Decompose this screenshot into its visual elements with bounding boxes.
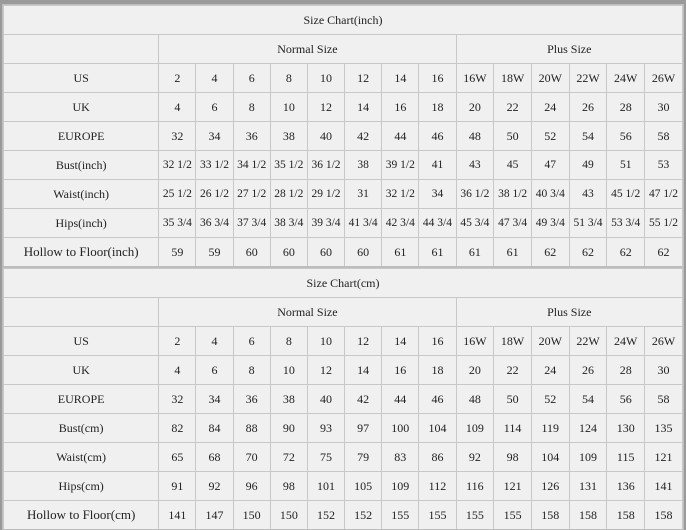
cell: 24W [607, 64, 645, 93]
cell: 38 [345, 151, 382, 180]
cell: 51 3/4 [569, 209, 607, 238]
cell: 150 [270, 501, 307, 530]
cell: 59 [159, 238, 196, 267]
cell: 105 [345, 472, 382, 501]
cell: 44 [382, 385, 419, 414]
cell: 16 [419, 327, 456, 356]
cell: 131 [569, 472, 607, 501]
cell: 12 [307, 93, 344, 122]
table-row [4, 238, 683, 267]
cell: 52 [531, 122, 569, 151]
cell: 45 1/2 [607, 180, 645, 209]
cell: 12 [307, 356, 344, 385]
cell: 86 [419, 443, 456, 472]
cell: 60 [270, 238, 307, 267]
cell: 14 [345, 356, 382, 385]
size-table-inch [3, 5, 683, 266]
cell: 36 1/2 [456, 180, 494, 209]
cell: 22W [569, 327, 607, 356]
row-label-uk: UK [4, 356, 159, 385]
cell: 14 [382, 327, 419, 356]
cell: 36 3/4 [196, 209, 233, 238]
cell: 35 1/2 [270, 151, 307, 180]
cell: 126 [531, 472, 569, 501]
cell: 24 [531, 356, 569, 385]
cell: 51 [607, 151, 645, 180]
cell: 30 [645, 356, 683, 385]
cell: 33 1/2 [196, 151, 233, 180]
cell: 42 [345, 385, 382, 414]
cell: 6 [233, 327, 270, 356]
row-label-bust: Bust(cm) [4, 414, 159, 443]
cell: 37 3/4 [233, 209, 270, 238]
cell: 10 [270, 93, 307, 122]
table-row [4, 93, 683, 122]
table-row [4, 385, 683, 414]
cell: 16 [382, 93, 419, 122]
cell: 26W [645, 327, 683, 356]
cell: 2 [159, 64, 196, 93]
cell: 124 [569, 414, 607, 443]
cell: 28 [607, 356, 645, 385]
corner-cell [4, 35, 159, 64]
group-header-normal: Normal Size [159, 35, 456, 64]
cell: 39 1/2 [382, 151, 419, 180]
cell: 16 [419, 64, 456, 93]
cell: 152 [307, 501, 344, 530]
cell: 25 1/2 [159, 180, 196, 209]
cell: 47 3/4 [494, 209, 532, 238]
cell: 48 [456, 122, 494, 151]
cell: 12 [345, 64, 382, 93]
cell: 47 [531, 151, 569, 180]
cell: 45 [494, 151, 532, 180]
cell: 20W [531, 327, 569, 356]
row-label-bust: Bust(inch) [4, 151, 159, 180]
row-label-waist: Waist(inch) [4, 180, 159, 209]
cell: 115 [607, 443, 645, 472]
group-header-plus: Plus Size [456, 35, 682, 64]
table-row [4, 414, 683, 443]
cell: 141 [645, 472, 683, 501]
group-header-plus: Plus Size [456, 298, 682, 327]
cell: 109 [456, 414, 494, 443]
cell: 34 [196, 122, 233, 151]
cell: 34 1/2 [233, 151, 270, 180]
cell: 8 [270, 64, 307, 93]
cell: 18W [494, 64, 532, 93]
cell: 22 [494, 356, 532, 385]
cell: 42 3/4 [382, 209, 419, 238]
cell: 10 [270, 356, 307, 385]
cell: 150 [233, 501, 270, 530]
cell: 38 1/2 [494, 180, 532, 209]
cell: 27 1/2 [233, 180, 270, 209]
cell: 104 [419, 414, 456, 443]
cell: 24 [531, 93, 569, 122]
cell: 65 [159, 443, 196, 472]
table-row [4, 151, 683, 180]
row-label-europe: EUROPE [4, 122, 159, 151]
cell: 155 [456, 501, 494, 530]
cell: 36 1/2 [307, 151, 344, 180]
row-label-hips: Hips(inch) [4, 209, 159, 238]
cell: 141 [159, 501, 196, 530]
cell: 47 1/2 [645, 180, 683, 209]
cell: 10 [307, 327, 344, 356]
size-table-cm [3, 268, 683, 529]
cell: 56 [607, 122, 645, 151]
cell: 28 [607, 93, 645, 122]
cell: 20 [456, 93, 494, 122]
cell: 54 [569, 385, 607, 414]
cell: 121 [645, 443, 683, 472]
group-header-normal: Normal Size [159, 298, 456, 327]
cell: 62 [607, 238, 645, 267]
cell: 98 [270, 472, 307, 501]
cell: 61 [382, 238, 419, 267]
cell: 79 [345, 443, 382, 472]
cell: 155 [494, 501, 532, 530]
cell: 22 [494, 93, 532, 122]
cell: 136 [607, 472, 645, 501]
cell: 61 [419, 238, 456, 267]
cell: 147 [196, 501, 233, 530]
cell: 56 [607, 385, 645, 414]
cell: 16W [456, 64, 494, 93]
cell: 55 1/2 [645, 209, 683, 238]
cell: 46 [419, 385, 456, 414]
cell: 50 [494, 122, 532, 151]
cell: 158 [531, 501, 569, 530]
cell: 32 1/2 [382, 180, 419, 209]
cell: 46 [419, 122, 456, 151]
cell: 130 [607, 414, 645, 443]
cell: 2 [159, 327, 196, 356]
cell: 61 [456, 238, 494, 267]
cell: 82 [159, 414, 196, 443]
cell: 48 [456, 385, 494, 414]
cell: 4 [196, 64, 233, 93]
cell: 53 [645, 151, 683, 180]
row-label-hollow-to-floor: Hollow to Floor(inch) [4, 238, 159, 267]
cell: 90 [270, 414, 307, 443]
cell: 60 [233, 238, 270, 267]
cell: 58 [645, 385, 683, 414]
cell: 26 [569, 356, 607, 385]
cell: 38 [270, 385, 307, 414]
cell: 119 [531, 414, 569, 443]
row-label-us: US [4, 64, 159, 93]
table-row [4, 501, 683, 530]
cell: 38 [270, 122, 307, 151]
cell: 45 3/4 [456, 209, 494, 238]
size-chart-inch [2, 4, 684, 267]
cell: 40 [307, 385, 344, 414]
cell: 16W [456, 327, 494, 356]
row-label-uk: UK [4, 93, 159, 122]
cell: 4 [159, 93, 196, 122]
cell: 41 3/4 [345, 209, 382, 238]
cell: 52 [531, 385, 569, 414]
cell: 101 [307, 472, 344, 501]
cell: 116 [456, 472, 494, 501]
cell: 54 [569, 122, 607, 151]
cell: 61 [494, 238, 532, 267]
table-group-row [4, 298, 683, 327]
cell: 158 [569, 501, 607, 530]
cell: 30 [645, 93, 683, 122]
size-chart-cm [2, 267, 684, 530]
cell: 22W [569, 64, 607, 93]
cell: 36 [233, 385, 270, 414]
cell: 40 3/4 [531, 180, 569, 209]
cell: 109 [569, 443, 607, 472]
table-row [4, 209, 683, 238]
cell: 50 [494, 385, 532, 414]
cell: 72 [270, 443, 307, 472]
table-title-row [4, 6, 683, 35]
cell: 152 [345, 501, 382, 530]
cell: 14 [345, 93, 382, 122]
cell: 62 [569, 238, 607, 267]
cell: 8 [270, 327, 307, 356]
cell: 8 [233, 356, 270, 385]
cell: 6 [196, 93, 233, 122]
row-label-us: US [4, 327, 159, 356]
cell: 32 1/2 [159, 151, 196, 180]
cell: 4 [159, 356, 196, 385]
table-row [4, 472, 683, 501]
cell: 18W [494, 327, 532, 356]
cell: 26 1/2 [196, 180, 233, 209]
row-label-hollow-to-floor: Hollow to Floor(cm) [4, 501, 159, 530]
cell: 41 [419, 151, 456, 180]
cell: 20 [456, 356, 494, 385]
cell: 32 [159, 385, 196, 414]
cell: 88 [233, 414, 270, 443]
cell: 28 1/2 [270, 180, 307, 209]
cell: 68 [196, 443, 233, 472]
cell: 49 3/4 [531, 209, 569, 238]
cell: 18 [419, 356, 456, 385]
cell: 44 [382, 122, 419, 151]
cell: 29 1/2 [307, 180, 344, 209]
table-row [4, 327, 683, 356]
cell: 112 [419, 472, 456, 501]
cell: 114 [494, 414, 532, 443]
cell: 60 [307, 238, 344, 267]
cell: 135 [645, 414, 683, 443]
cell: 121 [494, 472, 532, 501]
cell: 92 [196, 472, 233, 501]
cell: 59 [196, 238, 233, 267]
cell: 12 [345, 327, 382, 356]
cell: 155 [419, 501, 456, 530]
cell: 4 [196, 327, 233, 356]
table-row [4, 443, 683, 472]
cell: 16 [382, 356, 419, 385]
cell: 60 [345, 238, 382, 267]
chart-title: Size Chart(inch) [4, 6, 683, 35]
cell: 93 [307, 414, 344, 443]
cell: 36 [233, 122, 270, 151]
cell: 18 [419, 93, 456, 122]
row-label-waist: Waist(cm) [4, 443, 159, 472]
row-label-europe: EUROPE [4, 385, 159, 414]
cell: 58 [645, 122, 683, 151]
cell: 158 [607, 501, 645, 530]
cell: 84 [196, 414, 233, 443]
corner-cell [4, 298, 159, 327]
table-group-row [4, 35, 683, 64]
cell: 44 3/4 [419, 209, 456, 238]
cell: 62 [531, 238, 569, 267]
cell: 98 [494, 443, 532, 472]
table-title-row [4, 269, 683, 298]
cell: 31 [345, 180, 382, 209]
cell: 43 [456, 151, 494, 180]
cell: 8 [233, 93, 270, 122]
cell: 35 3/4 [159, 209, 196, 238]
cell: 96 [233, 472, 270, 501]
cell: 6 [196, 356, 233, 385]
row-label-hips: Hips(cm) [4, 472, 159, 501]
cell: 155 [382, 501, 419, 530]
table-row [4, 122, 683, 151]
cell: 34 [196, 385, 233, 414]
cell: 75 [307, 443, 344, 472]
table-row [4, 180, 683, 209]
cell: 39 3/4 [307, 209, 344, 238]
table-row [4, 64, 683, 93]
cell: 32 [159, 122, 196, 151]
cell: 38 3/4 [270, 209, 307, 238]
cell: 70 [233, 443, 270, 472]
cell: 14 [382, 64, 419, 93]
cell: 42 [345, 122, 382, 151]
cell: 83 [382, 443, 419, 472]
cell: 158 [645, 501, 683, 530]
cell: 97 [345, 414, 382, 443]
cell: 34 [419, 180, 456, 209]
cell: 10 [307, 64, 344, 93]
cell: 20W [531, 64, 569, 93]
cell: 43 [569, 180, 607, 209]
cell: 100 [382, 414, 419, 443]
chart-title: Size Chart(cm) [4, 269, 683, 298]
cell: 40 [307, 122, 344, 151]
cell: 26W [645, 64, 683, 93]
cell: 62 [645, 238, 683, 267]
cell: 53 3/4 [607, 209, 645, 238]
cell: 24W [607, 327, 645, 356]
cell: 6 [233, 64, 270, 93]
cell: 26 [569, 93, 607, 122]
cell: 104 [531, 443, 569, 472]
cell: 91 [159, 472, 196, 501]
cell: 49 [569, 151, 607, 180]
cell: 109 [382, 472, 419, 501]
cell: 92 [456, 443, 494, 472]
table-row [4, 356, 683, 385]
